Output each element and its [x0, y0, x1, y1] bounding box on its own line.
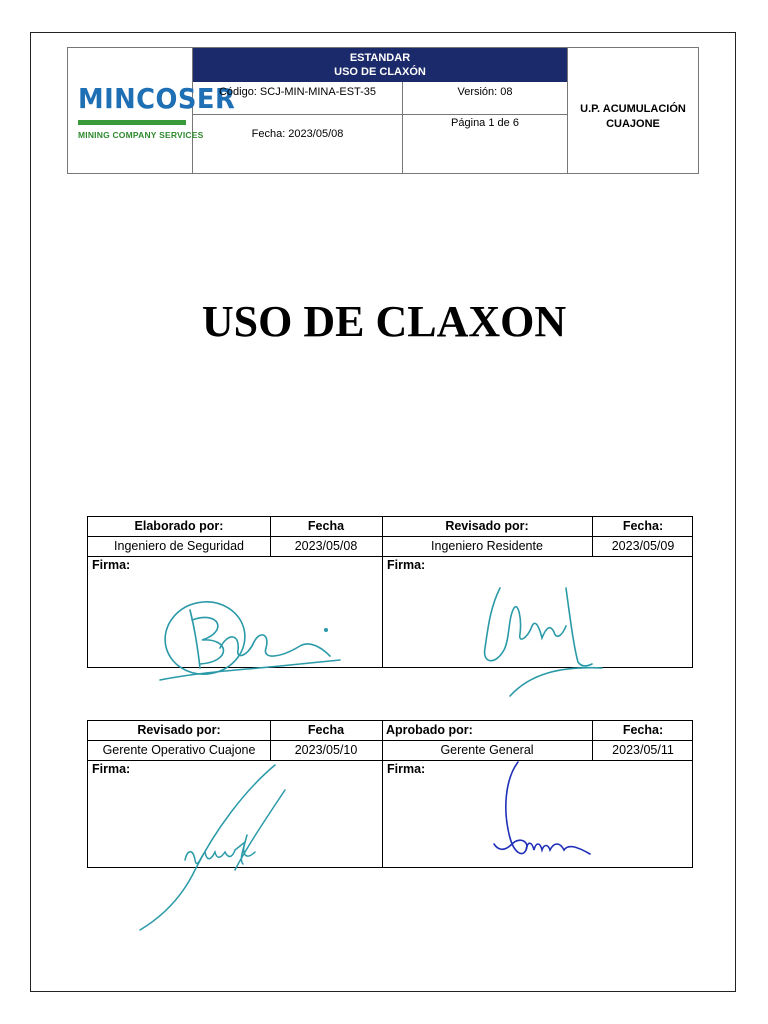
header-title-band [193, 48, 567, 82]
header-title-line2: USO DE CLAXÓN [334, 66, 426, 78]
document-header [67, 47, 699, 174]
table1-firma-left-label: Firma: [92, 558, 131, 572]
header-title-line1: ESTANDAR [349, 52, 411, 64]
table1-firma-right-label: Firma: [387, 558, 426, 572]
logo-wordmark: MINCOSER [78, 82, 236, 115]
signature-ingeniero-seguridad [150, 590, 350, 690]
company-logo [68, 48, 236, 173]
table1-col3-value: Ingeniero Residente [431, 539, 543, 553]
logo-green-bar [78, 120, 186, 125]
table2-firma-right-label: Firma: [387, 762, 426, 776]
table2-value-row [88, 741, 692, 760]
header-unit-line1: U.P. ACUMULACIÓN [580, 103, 686, 115]
table2-firma-left-label: Firma: [92, 762, 131, 776]
header-fecha: Fecha: 2023/05/08 [193, 115, 403, 173]
table1-col4-value: 2023/05/09 [611, 539, 675, 553]
table1-col2-header: Fecha [307, 519, 345, 533]
table2-header-row [88, 721, 692, 740]
table1-col1-header: Elaborado por: [134, 519, 224, 533]
logo-subtitle: MINING COMPANY SERVICES [78, 130, 204, 140]
table2-col2-header: Fecha [307, 723, 345, 737]
table2-col4-header: Fecha: [622, 723, 664, 737]
table2-col2-value: 2023/05/10 [294, 743, 358, 757]
signature-gerente-general [490, 758, 600, 868]
signature-gerente-operativo [135, 760, 305, 935]
header-codigo: Código: SCJ-MIN-MINA-EST-35 [193, 82, 403, 115]
header-version: Versión: 08 [403, 82, 567, 115]
header-pagina: Página 1 de 6 [451, 117, 519, 129]
table2-col4-value: 2023/05/11 [612, 743, 674, 757]
table2-col3-value: Gerente General [440, 743, 534, 757]
document-title: USO DE CLAXON [201, 297, 567, 346]
table1-col2-value: 2023/05/08 [294, 539, 358, 553]
table1-col4-header: Fecha: [622, 519, 664, 533]
signature-ingeniero-residente [470, 578, 610, 698]
table1-col1-value: Ingeniero de Seguridad [114, 539, 244, 553]
header-unit [567, 48, 698, 173]
table2-col1-value: Gerente Operativo Cuajone [102, 743, 256, 757]
table1-header-row [88, 517, 692, 536]
table2-col3-header: Aprobado por: [386, 723, 473, 737]
header-unit-line2: CUAJONE [606, 118, 660, 130]
table1-col3-header: Revisado por: [445, 519, 529, 533]
table2-col1-header: Revisado por: [137, 723, 221, 737]
table1-value-row [88, 537, 692, 556]
